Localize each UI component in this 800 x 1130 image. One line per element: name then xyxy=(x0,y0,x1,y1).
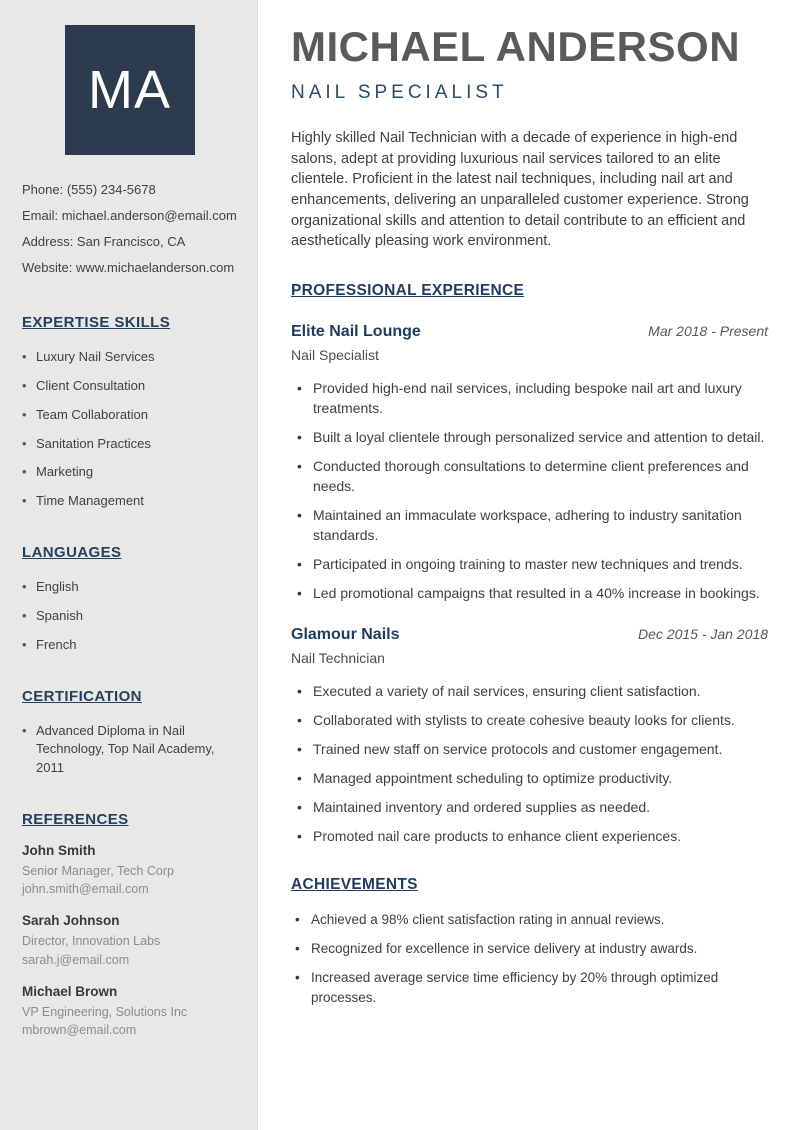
list-item: • Built a loyal clientele through personalized service and attention to detail. xyxy=(291,427,768,447)
references-section xyxy=(22,811,237,1039)
monogram-initials: MA xyxy=(88,60,171,120)
job-header xyxy=(291,626,768,644)
contact-website: Website: www.michaelanderson.com xyxy=(22,260,235,275)
list-item: • Time Management xyxy=(22,492,237,511)
summary-paragraph: Highly skilled Nail Technician with a decade of experience in high-end salons, adept at providing luxurious nail services tailored to an elite clientele. Proficient in the latest nail techniques, including nail art and enhancements, delivering an unparalleled customer experience. Strong organizational skills and attention to detail contribute to an efficient and aesthetically pleasing work environment. xyxy=(291,130,749,250)
list-item: • Sanitation Practices xyxy=(22,435,237,454)
certification-heading: CERTIFICATION xyxy=(22,687,142,705)
list-item: • Luxury Nail Services xyxy=(22,348,237,367)
reference-name: Sarah Johnson xyxy=(22,913,120,929)
list-item: • English xyxy=(22,578,237,597)
list-item: • Conducted thorough consultations to determine client preferences and needs. xyxy=(291,456,768,496)
reference-entry xyxy=(22,913,237,968)
skills-section xyxy=(22,314,237,511)
job-title: NAIL SPECIALIST xyxy=(291,82,508,104)
contact-address: Address: San Francisco, CA xyxy=(22,234,186,249)
list-item: • Led promotional campaigns that resulted in a 40% increase in bookings. xyxy=(291,583,768,603)
company-name: Elite Nail Lounge xyxy=(291,322,421,340)
page-title: MICHAEL ANDERSON xyxy=(291,23,741,70)
job-header xyxy=(291,323,768,341)
references-heading: REFERENCES xyxy=(22,811,129,829)
list-item: • Client Consultation xyxy=(22,377,237,396)
list-item: • Team Collaboration xyxy=(22,406,237,425)
reference-email: mbrown@email.com xyxy=(22,1022,137,1037)
list-item: • Collaborated with stylists to create cohesive beauty looks for clients. xyxy=(291,710,768,730)
job-bullets xyxy=(291,681,768,846)
experience-entry xyxy=(291,626,768,846)
languages-heading: LANGUAGES xyxy=(22,544,122,562)
list-item: • Participated in ongoing training to master new techniques and trends. xyxy=(291,554,768,574)
job-bullets xyxy=(291,378,768,603)
main-content xyxy=(258,0,800,1130)
skills-heading: EXPERTISE SKILLS xyxy=(22,314,171,331)
reference-role: Director, Innovation Labs xyxy=(22,934,161,949)
certification-section xyxy=(22,688,237,779)
reference-name: John Smith xyxy=(22,843,96,859)
list-item: • Recognized for excellence in service delivery at industry awards. xyxy=(291,939,768,958)
list-item: • Marketing xyxy=(22,463,237,482)
achievements-heading: ACHIEVEMENTS xyxy=(291,875,418,893)
job-role: Nail Specialist xyxy=(291,346,379,363)
list-item: • Managed appointment scheduling to optimize productivity. xyxy=(291,768,768,788)
languages-list xyxy=(22,578,237,655)
reference-role: VP Engineering, Solutions Inc xyxy=(22,1004,188,1019)
contact-email: Email: michael.anderson@email.com xyxy=(22,208,237,223)
job-role: Nail Technician xyxy=(291,649,385,666)
list-item: • Maintained an immaculate workspace, adhering to industry sanitation standards. xyxy=(291,505,768,545)
contact-phone: Phone: (555) 234-5678 xyxy=(22,182,156,197)
company-name: Glamour Nails xyxy=(291,625,400,643)
achievements-list xyxy=(291,910,768,1007)
reference-role: Senior Manager, Tech Corp xyxy=(22,864,174,879)
list-item: • Promoted nail care products to enhance client experiences. xyxy=(291,826,768,846)
monogram-avatar xyxy=(65,25,195,155)
list-item: • Advanced Diploma in Nail Technology, Top Nail Academy, 2011 xyxy=(22,722,237,779)
experience-heading: PROFESSIONAL EXPERIENCE xyxy=(291,281,525,299)
list-item: • Maintained inventory and ordered supplies as needed. xyxy=(291,797,768,817)
certification-list xyxy=(22,722,237,779)
contact-info xyxy=(22,177,237,281)
reference-entry xyxy=(22,843,237,898)
list-item: • Spanish xyxy=(22,607,237,626)
reference-email: sarah.j@email.com xyxy=(22,952,130,967)
experience-entry xyxy=(291,323,768,603)
skills-list xyxy=(22,348,237,511)
list-item: • Increased average service time efficiency by 20% through optimized processes. xyxy=(291,968,768,1007)
reference-name: Michael Brown xyxy=(22,983,118,999)
list-item: • Executed a variety of nail services, ensuring client satisfaction. xyxy=(291,681,768,701)
list-item: • Trained new staff on service protocols and customer engagement. xyxy=(291,739,768,759)
list-item: • French xyxy=(22,636,237,655)
list-item: • Achieved a 98% client satisfaction rating in annual reviews. xyxy=(291,910,768,929)
job-dates: Mar 2018 - Present xyxy=(648,322,768,339)
reference-email: john.smith@email.com xyxy=(22,882,149,897)
languages-section xyxy=(22,544,237,655)
list-item: • Provided high-end nail services, including bespoke nail art and luxury treatments. xyxy=(291,378,768,418)
job-dates: Dec 2015 - Jan 2018 xyxy=(638,625,768,642)
reference-entry xyxy=(22,984,237,1039)
sidebar xyxy=(0,0,258,1130)
